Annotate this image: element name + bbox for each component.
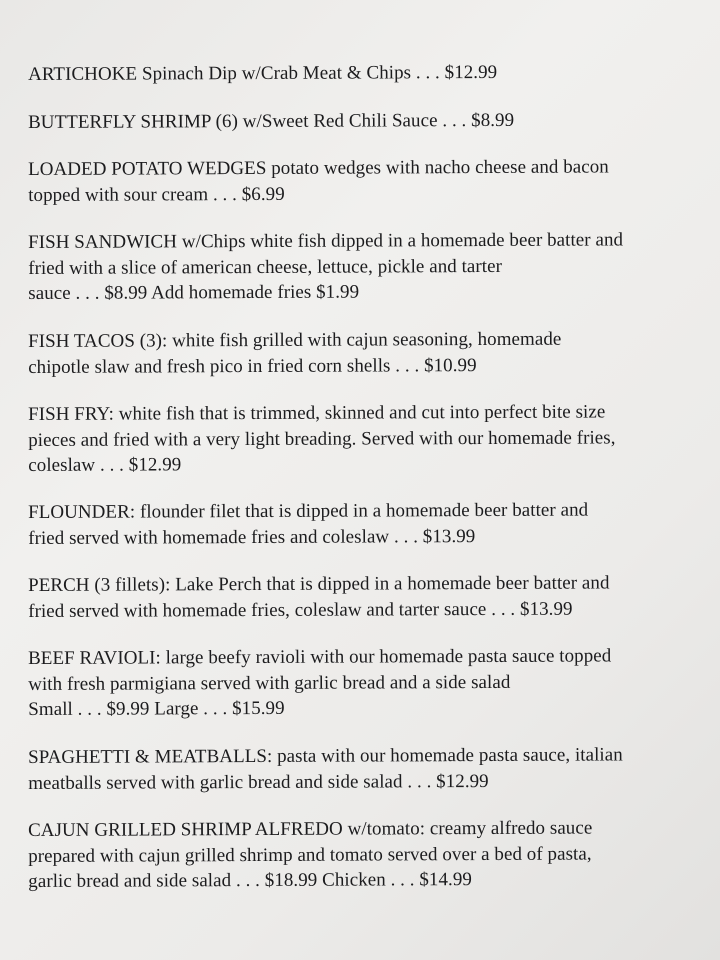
menu-line: topped with sour cream . . . $6.99 [28, 183, 285, 206]
menu-item-perch [28, 570, 700, 624]
menu-line: fried served with homemade fries and coleslaw . . . $13.99 [28, 525, 476, 549]
menu-line: BUTTERFLY SHRIMP (6) w/Sweet Red Chili Sauce . . . $8.99 [28, 109, 515, 133]
menu-line: fried served with homemade fries, coleslaw and tarter sauce . . . $13.99 [28, 598, 573, 622]
menu-line: FISH TACOS (3): white fish grilled with cajun seasoning, homemade [28, 328, 562, 352]
menu-item-fish-fry [28, 399, 700, 478]
menu-item-fish-tacos [28, 326, 700, 380]
menu-item-artichoke-dip [28, 59, 700, 87]
menu-line: FISH FRY: white fish that is trimmed, skinned and cut into perfect bite size [28, 400, 606, 425]
menu-line: BEEF RAVIOLI: large beefy ravioli with our homemade pasta sauce topped [28, 645, 612, 669]
menu-line: FISH SANDWICH w/Chips white fish dipped in a homemade beer batter and [28, 229, 624, 253]
menu-line: FLOUNDER: flounder filet that is dipped in a homemade beer batter and [28, 499, 589, 523]
menu-item-beef-ravioli [28, 643, 700, 722]
menu-item-fish-sandwich [28, 227, 700, 306]
menu-line: meatballs served with garlic bread and side salad . . . $12.99 [28, 769, 489, 793]
menu-item-loaded-potato-wedges [28, 154, 700, 208]
menu-line: with fresh parmigiana served with garlic bread and a side salad [28, 671, 511, 695]
menu-line: Small . . . $9.99 Large . . . $15.99 [28, 697, 285, 720]
menu-item-cajun-shrimp-alfredo [28, 815, 700, 894]
menu-line: pieces and fried with a very light breading. Served with our homemade fries, [28, 426, 616, 450]
menu-line: LOADED POTATO WEDGES potato wedges with nacho cheese and bacon [28, 156, 609, 180]
menu-line: ARTICHOKE Spinach Dip w/Crab Meat & Chips . . . $12.99 [28, 61, 498, 85]
menu-item-flounder [28, 497, 700, 551]
menu-item-butterfly-shrimp [28, 107, 700, 135]
menu-line: prepared with cajun grilled shrimp and tomato served over a bed of pasta, [28, 842, 592, 866]
menu-item-spaghetti-meatballs [28, 742, 700, 796]
menu-line: CAJUN GRILLED SHRIMP ALFREDO w/tomato: creamy alfredo sauce [28, 817, 593, 841]
menu-line: PERCH (3 fillets): Lake Perch that is dipped in a homemade beer batter and [28, 572, 610, 596]
menu-line: chipotle slaw and fresh pico in fried corn shells . . . $10.99 [28, 354, 477, 377]
menu-line: garlic bread and side salad . . . $18.99 Chicken . . . $14.99 [28, 868, 472, 892]
menu-line: SPAGHETTI & MEATBALLS: pasta with our homemade pasta sauce, italian [28, 743, 623, 768]
menu-line: fried with a slice of american cheese, lettuce, pickle and tarter [28, 255, 503, 279]
menu-line: sauce . . . $8.99 Add homemade fries $1.99 [28, 281, 360, 304]
menu-line: coleslaw . . . $12.99 [28, 453, 182, 476]
